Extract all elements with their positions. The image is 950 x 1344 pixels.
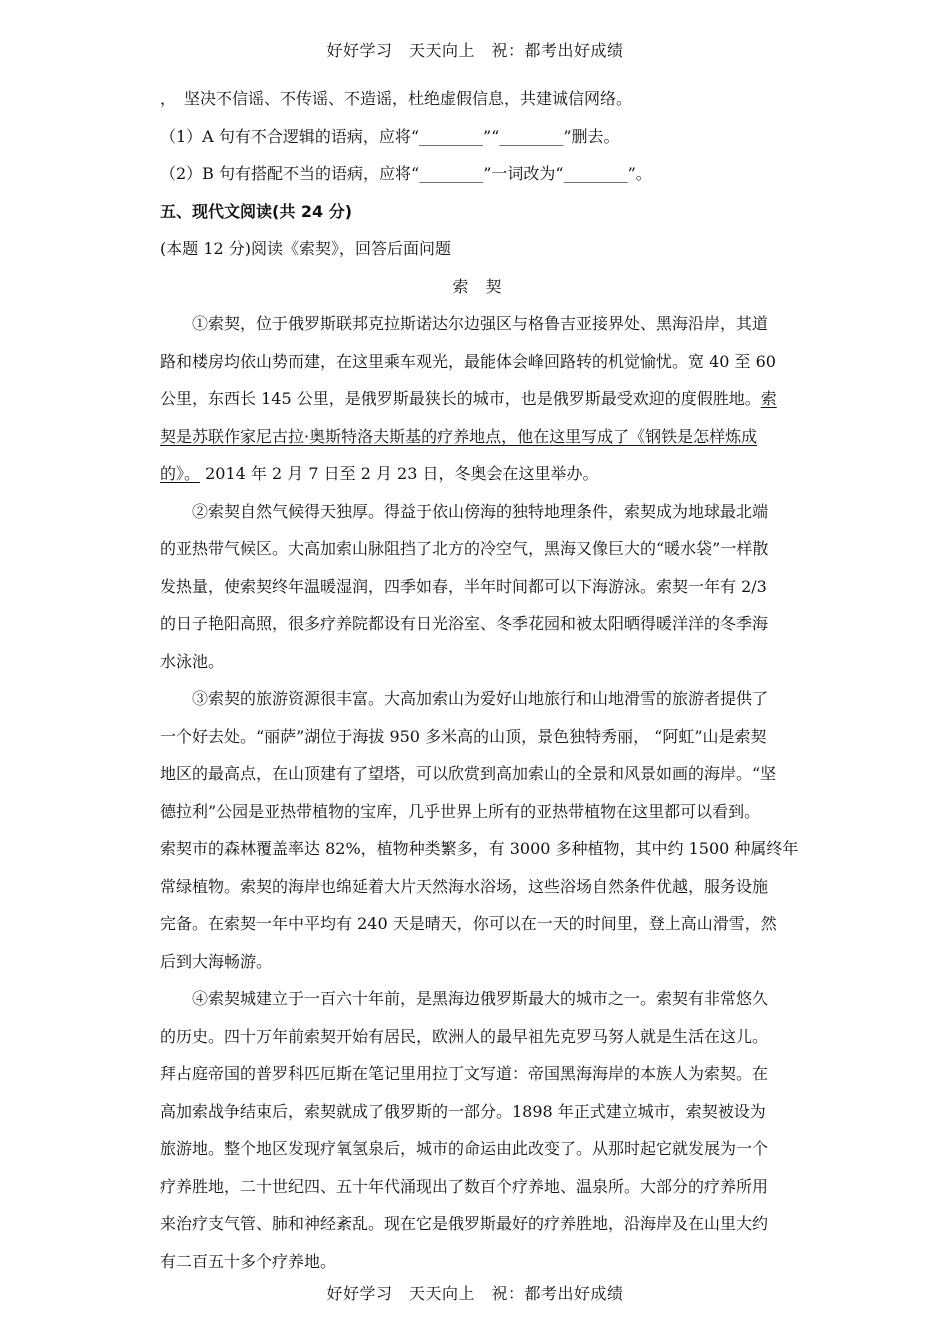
paragraph-line: 一个好去处。“丽萨”湖位于海拔 950 多米高的山顶，景色独特秀丽， “阿虹”山是索契 xyxy=(160,726,767,746)
paragraph-line: ①索契，位于俄罗斯联邦克拉斯诺达尔边强区与格鲁吉亚接界处、黑海沿岸，其道 xyxy=(192,314,769,333)
paragraph-line: 后到大海畅游。 xyxy=(160,951,273,971)
paragraph-3 xyxy=(160,680,800,980)
page-footer: 好好学习 天天向上 祝：都考出好成绩 xyxy=(326,1284,624,1303)
paragraph-line: 旅游地。整个地区发现疗氧氢泉后，城市的命运由此改变了。从那时起它就发展为一个 xyxy=(160,1139,769,1158)
q4-text-line: ， 坚决不信谣、不传谣、不造谣，杜绝虚假信息，共建诚信网络。 xyxy=(160,89,633,108)
paragraph-line xyxy=(160,418,800,456)
paragraph-line: 常绿植物。索契的海岸也绵延着大片天然海水浴场，这些浴场自然条件优越，服务设施 xyxy=(160,876,769,896)
paragraph-line: 发热量，使索契终年温暖湿润，四季如春，半年时间都可以下海游泳。索契一年有 2/3 xyxy=(160,576,767,596)
paragraph-line: 路和楼房均依山势而建，在这里乘车观光，最能体会峰回路转的机觉愉忧。宽 40 至 60 xyxy=(160,351,776,371)
paragraph-1 xyxy=(160,305,800,493)
paragraph-line: ③索契的旅游资源很丰富。大高加索山为爱好山地旅行和山地滑雪的旅游者提供了 xyxy=(192,689,769,708)
underlined-sentence: 的》。 xyxy=(160,464,201,483)
paragraph-line xyxy=(160,380,800,418)
paragraph-2 xyxy=(160,493,800,681)
q4-sub-question-2: （2）B 句有搭配不当的语病，应将“________”一词改为“________”。 xyxy=(160,164,652,183)
paragraph-line: 水泳池。 xyxy=(160,651,225,671)
paragraph-line: 索契市的森林覆盖率达 82%，植物种类繁多，有 3000 多种植物，其中约 1500 种属终年 xyxy=(160,839,799,858)
article-title: 索 契 xyxy=(452,276,508,296)
q4-sub-question-1: （1）A 句有不合逻辑的语病，应将“________”“________”删去。 xyxy=(160,126,620,146)
paragraph-line: 有二百五十多个疗养地。 xyxy=(160,1251,337,1271)
document-body xyxy=(160,80,800,1280)
section-heading: 五、现代文阅读(共 24 分) xyxy=(160,201,353,221)
underlined-sentence: 索 xyxy=(760,389,777,408)
paragraph-line: 完备。在索契一年中平均有 240 天是晴天，你可以在一天的时间里，登上高山滑雪，然 xyxy=(160,914,777,933)
underlined-sentence: 契是苏联作家尼古拉·奥斯特洛夫斯基的疗养地点，他在这里写成了《钢铁是怎样炼成 xyxy=(160,426,758,446)
paragraph-line xyxy=(160,455,800,493)
paragraph-line: 的历史。四十万年前索契开始有居民，欧洲人的最早祖先克罗马努人就是生活在这儿。 xyxy=(160,1026,769,1046)
paragraph-line: 高加索战争结束后，索契就成了俄罗斯的一部分。1898 年正式建立城市，索契被设为 xyxy=(160,1101,766,1121)
paragraph-line: 的亚热带气候区。大高加索山脉阻挡了北方的冷空气，黑海又像巨大的“暖水袋”一样散 xyxy=(160,539,769,558)
paragraph-text: 公里，东西长 145 公里，是俄罗斯最狭长的城市，也是俄罗斯最受欢迎的度假胜地。 xyxy=(160,389,761,408)
paragraph-line: 疗养胜地，二十世纪四、五十年代涌现出了数百个疗养地、温泉所。大部分的疗养所用 xyxy=(160,1176,769,1196)
paragraph-line: 地区的最高点，在山顶建有了望塔，可以欣赏到高加索山的全景和风景如画的海岸。“坚 xyxy=(160,764,777,783)
page-header: 好好学习 天天向上 祝：都考出好成绩 xyxy=(326,41,624,60)
paragraph-line: 拜占庭帝国的普罗科匹厄斯在笔记里用拉丁文写道：帝国黑海海岸的本族人为索契。在 xyxy=(160,1064,769,1083)
paragraph-4 xyxy=(160,980,800,1280)
paragraph-text: 2014 年 2 月 7 日至 2 月 23 日，冬奥会在这里举办。 xyxy=(200,464,599,483)
paragraph-line: ④索契城建立于一百六十年前，是黑海边俄罗斯最大的城市之一。索契有非常悠久 xyxy=(192,989,769,1008)
paragraph-line: 来治疗支气管、肺和神经紊乱。现在它是俄罗斯最好的疗养胜地，沿海岸及在山里大约 xyxy=(160,1214,769,1233)
paragraph-line: 德拉利”公园是亚热带植物的宝库，几乎世界上所有的亚热带植物在这里都可以看到。 xyxy=(160,801,761,821)
reading-intro: (本题 12 分)阅读《索契》，回答后面问题 xyxy=(160,239,452,258)
paragraph-line: ②索契自然气候得天独厚。得益于依山傍海的独特地理条件，索契成为地球最北端 xyxy=(192,501,769,521)
paragraph-line: 的日子艳阳高照，很多疗养院都设有日光浴室、冬季花园和被太阳晒得暖洋洋的冬季海 xyxy=(160,614,769,633)
